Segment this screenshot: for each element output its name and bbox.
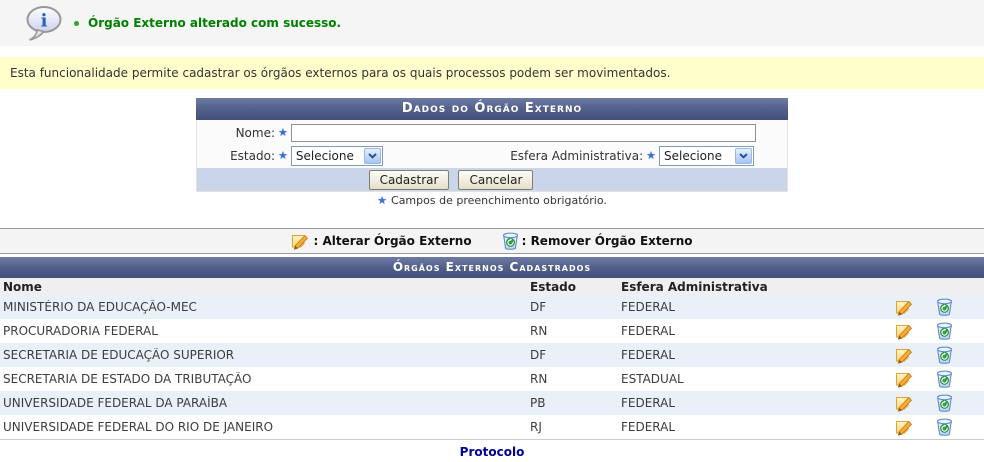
success-message-bar (0, 0, 984, 46)
cell-estado: PB (530, 396, 546, 410)
chevron-down-icon (735, 148, 752, 164)
alterar-orgao-icon[interactable] (895, 299, 914, 316)
form-title: Dados do Órgão Externo (196, 98, 788, 120)
chevron-down-icon (364, 148, 381, 164)
table-row (0, 295, 984, 319)
help-note-text: Esta funcionalidade permite cadastrar os órgãos externos para os quais processos podem ser movimentados. (10, 66, 671, 80)
remover-orgao-icon[interactable] (936, 322, 953, 340)
cell-nome: UNIVERSIDADE FEDERAL DO RIO DE JANEIRO (3, 420, 274, 434)
table-row (0, 319, 984, 343)
footer (0, 445, 984, 459)
trash-icon (502, 232, 519, 250)
table-body (0, 295, 984, 440)
cell-esfera: FEDERAL (621, 420, 676, 434)
orgao-externo-form (196, 98, 788, 192)
required-fields-note (0, 194, 984, 208)
nome-row (197, 121, 787, 144)
remover-orgao-icon[interactable] (936, 298, 953, 316)
edit-note-icon (291, 233, 310, 250)
cell-nome: SECRETARIA DE EDUCAÇÃO SUPERIOR (3, 348, 235, 362)
help-note-bar (0, 57, 984, 89)
table-row (0, 343, 984, 367)
table-row (0, 367, 984, 391)
esfera-select-value: Selecione (664, 148, 722, 163)
info-bubble-icon (24, 5, 62, 41)
column-header-esfera: Esfera Administrativa (621, 279, 768, 294)
icon-legend-bar (0, 228, 984, 254)
nome-label: Nome: (235, 125, 275, 140)
nome-input[interactable] (291, 124, 756, 142)
cell-nome: SECRETARIA DE ESTADO DA TRIBUTAÇÃO (3, 372, 252, 386)
cell-estado: DF (530, 300, 547, 314)
required-star-icon: ★ (278, 126, 288, 139)
protocolo-link[interactable]: Protocolo (459, 445, 525, 459)
column-header-estado: Estado (530, 279, 577, 294)
remover-orgao-icon[interactable] (936, 418, 953, 436)
alterar-orgao-icon[interactable] (895, 395, 914, 412)
cell-esfera: FEDERAL (621, 324, 676, 338)
remover-orgao-icon[interactable] (936, 370, 953, 388)
alterar-orgao-icon[interactable] (895, 371, 914, 388)
svg-text:i: i (40, 10, 48, 32)
alterar-orgao-icon[interactable] (895, 419, 914, 436)
column-header-nome: Nome (3, 279, 42, 294)
cell-esfera: FEDERAL (621, 396, 676, 410)
remover-orgao-icon[interactable] (936, 394, 953, 412)
estado-esfera-row (197, 144, 787, 167)
cell-esfera: FEDERAL (621, 300, 676, 314)
legend-alter-label: : Alterar Órgão Externo (313, 234, 472, 248)
esfera-label: Esfera Administrativa: (510, 148, 644, 163)
table-row (0, 391, 984, 415)
cell-estado: DF (530, 348, 547, 362)
cell-esfera: FEDERAL (621, 348, 676, 362)
remover-orgao-icon[interactable] (936, 346, 953, 364)
legend-remove-label: : Remover Órgão Externo (521, 234, 693, 248)
success-message: Órgão Externo alterado com sucesso. (88, 16, 342, 30)
cell-estado: RN (530, 372, 548, 386)
cell-estado: RN (530, 324, 548, 338)
required-note-text: Campos de preenchimento obrigatório. (391, 194, 607, 207)
form-buttons-row (196, 168, 788, 192)
required-star-icon: ★ (646, 149, 656, 162)
esfera-select[interactable] (659, 146, 754, 166)
table-row (0, 415, 984, 439)
table-header-row (0, 278, 984, 295)
alterar-orgao-icon[interactable] (895, 347, 914, 364)
cell-estado: RJ (530, 420, 542, 434)
estado-select-value: Selecione (295, 148, 354, 163)
table-title: Órgãos Externos Cadastrados (0, 257, 984, 278)
cell-esfera: ESTADUAL (621, 372, 684, 386)
cell-nome: PROCURADORIA FEDERAL (3, 324, 158, 338)
cancelar-button[interactable]: Cancelar (458, 170, 533, 190)
estado-select[interactable] (291, 146, 383, 166)
required-star-icon: ★ (377, 194, 388, 207)
legend-alter (291, 233, 471, 250)
cadastrar-button[interactable]: Cadastrar (369, 170, 450, 190)
cell-nome: UNIVERSIDADE FEDERAL DA PARAÍBA (3, 396, 228, 410)
required-star-icon: ★ (278, 149, 288, 162)
legend-remove (502, 232, 693, 250)
form-fields (196, 120, 788, 168)
alterar-orgao-icon[interactable] (895, 323, 914, 340)
bullet-icon (74, 21, 79, 26)
estado-label: Estado: (230, 148, 275, 163)
cell-nome: MINISTÉRIO DA EDUCAÇÃO-MEC (3, 300, 197, 314)
